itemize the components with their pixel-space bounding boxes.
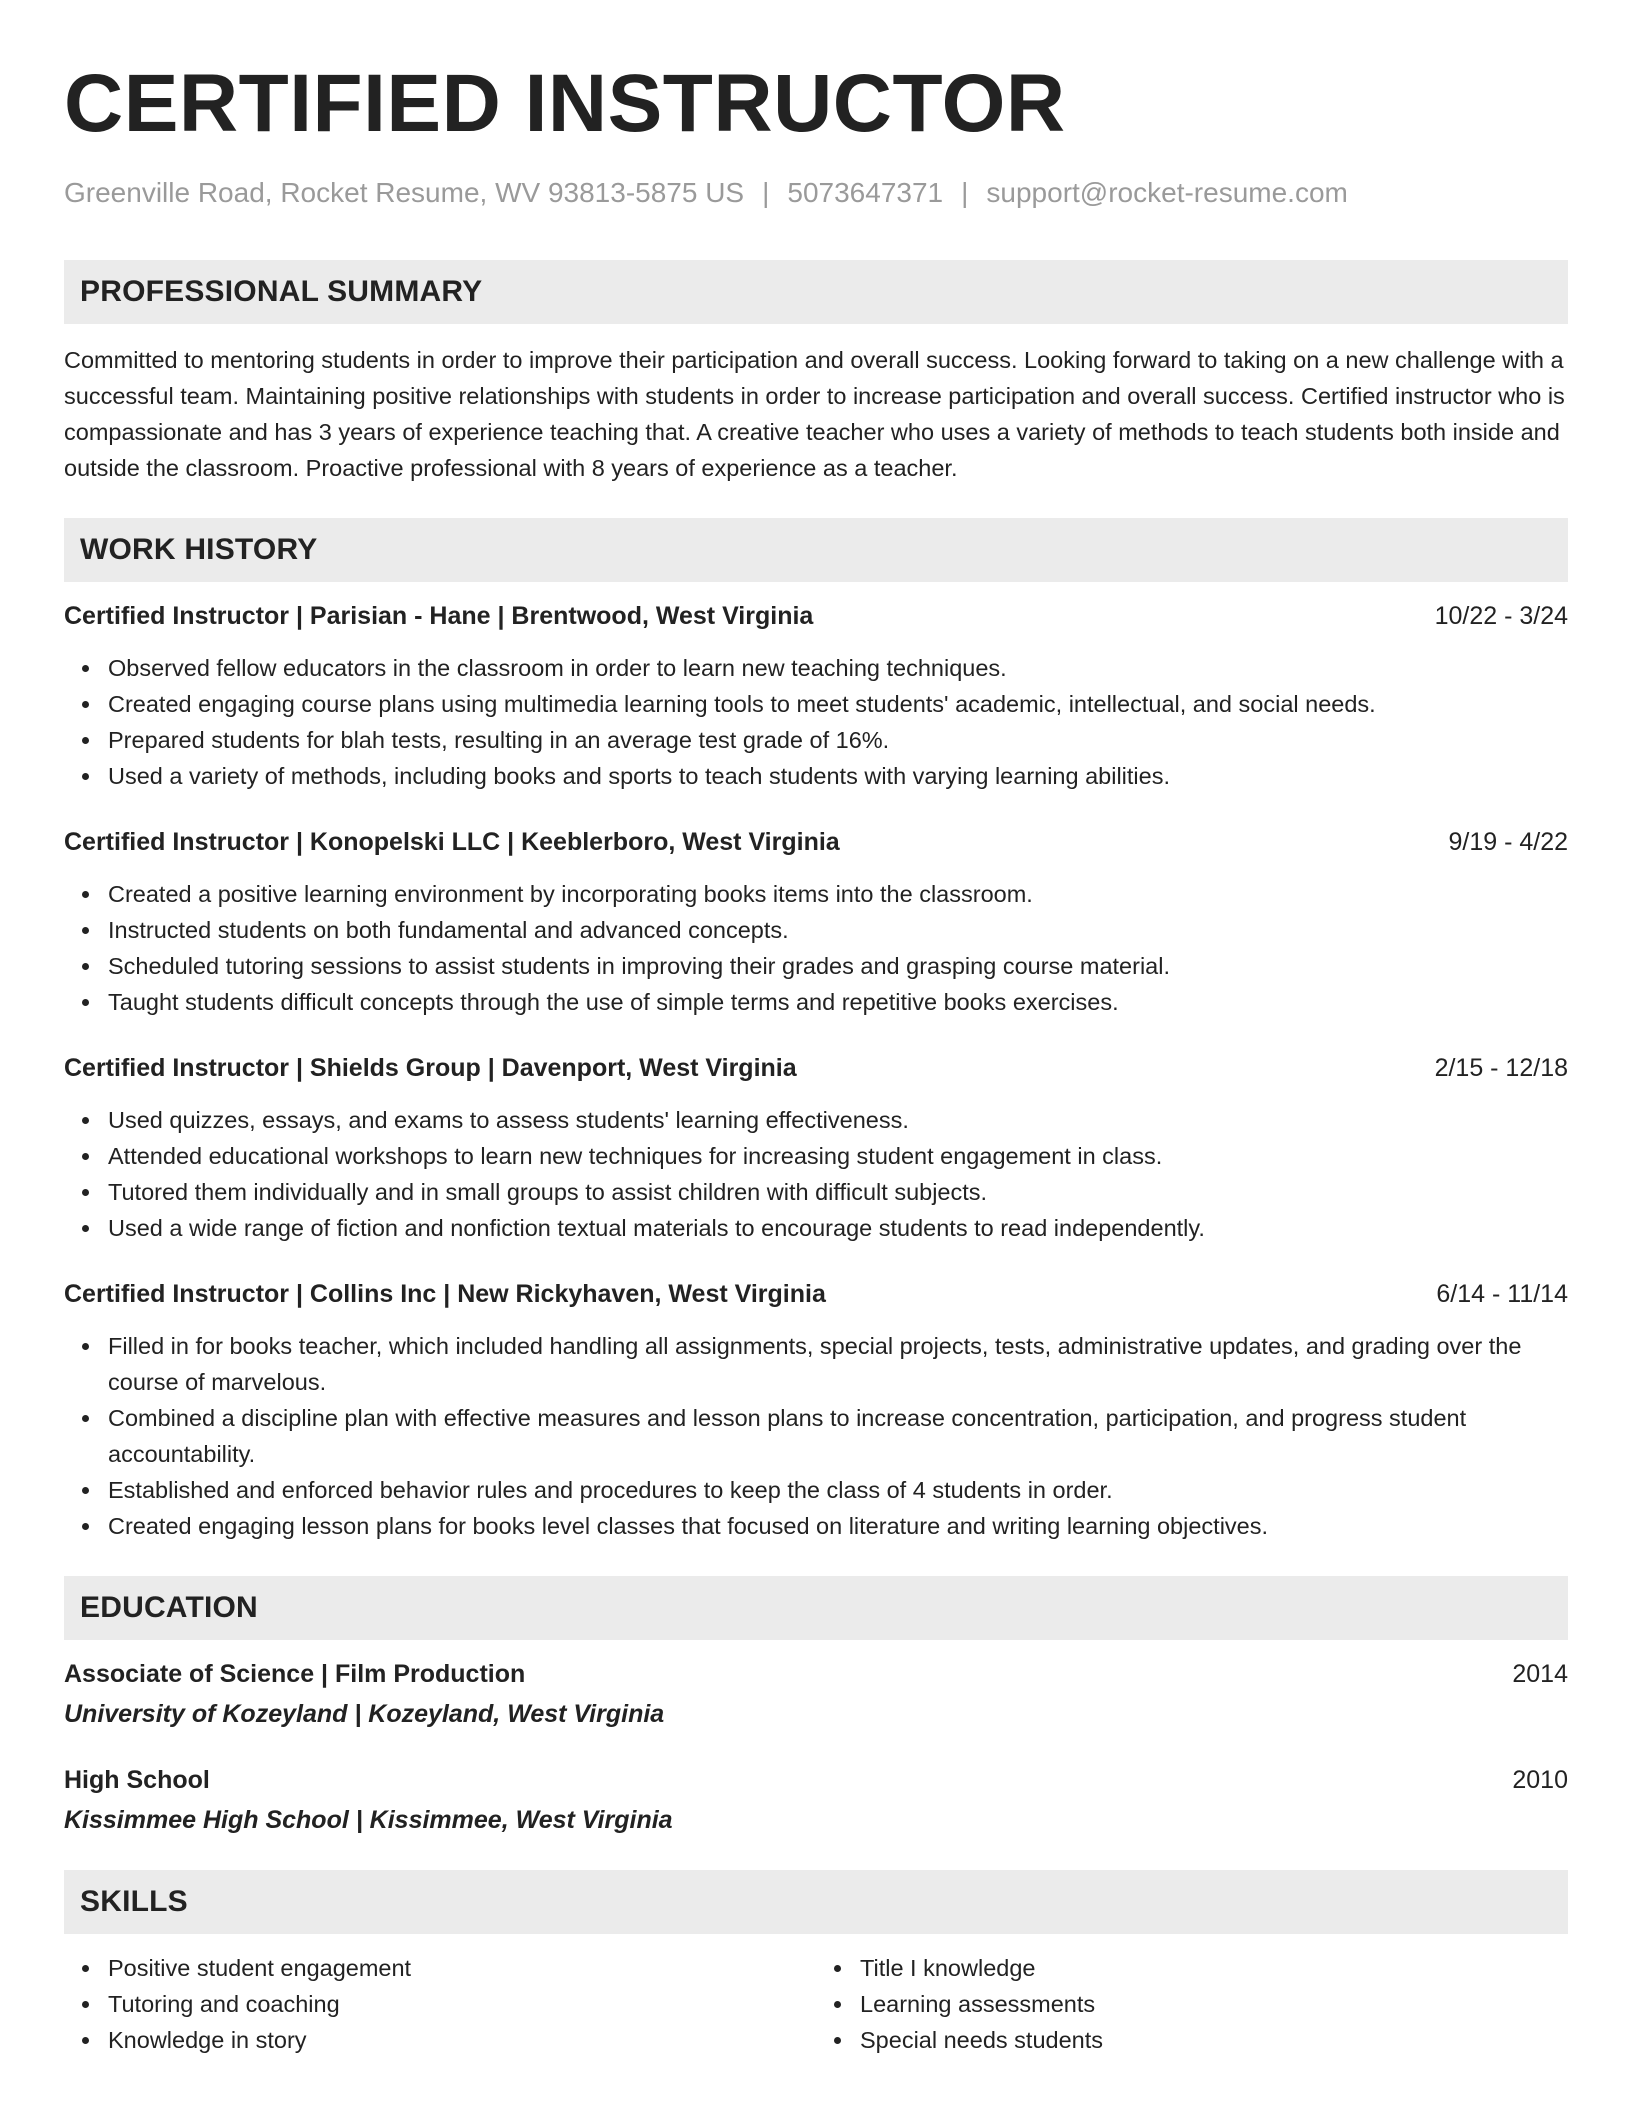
job-bullet: Scheduled tutoring sessions to assist students in improving their grades and grasping course material.: [108, 948, 1568, 984]
skill-item: Special needs students: [860, 2022, 1568, 2058]
contact-separator: |: [762, 177, 770, 208]
job-entry: [64, 1050, 1568, 1246]
job-entry: [64, 1276, 1568, 1544]
contact-address: Greenville Road, Rocket Resume, WV 93813-5875 US: [64, 177, 745, 208]
job-bullet: Used a wide range of fiction and nonfiction textual materials to encourage students to read independently.: [108, 1210, 1568, 1246]
education-year: 2014: [1512, 1660, 1568, 1688]
education-entry: [64, 1762, 1568, 1838]
job-dates: 2/15 - 12/18: [1434, 1054, 1568, 1082]
job-bullet: Prepared students for blah tests, resulting in an average test grade of 16%.: [108, 722, 1568, 758]
job-bullet: Created engaging lesson plans for books level classes that focused on literature and writing learning objectives.: [108, 1508, 1568, 1544]
skills-column-right: [816, 1950, 1568, 2058]
job-bullet: Tutored them individually and in small groups to assist children with difficult subjects.: [108, 1174, 1568, 1210]
education-entry: [64, 1656, 1568, 1732]
job-bullet: Attended educational workshops to learn new techniques for increasing student engagement in class.: [108, 1138, 1568, 1174]
job-bullets: [64, 1102, 1568, 1246]
job-bullet: Created engaging course plans using multimedia learning tools to meet students' academic, intellectual, and social needs.: [108, 686, 1568, 722]
skills-list: [64, 1950, 1568, 2058]
skills-column-left: [64, 1950, 816, 2058]
job-entry: [64, 598, 1568, 794]
job-bullet: Created a positive learning environment by incorporating books items into the classroom.: [108, 876, 1568, 912]
skill-item: Learning assessments: [860, 1986, 1568, 2022]
contact-separator: |: [961, 177, 969, 208]
job-title: Certified Instructor | Parisian - Hane | Brentwood, West Virginia: [64, 602, 814, 630]
education-year: 2010: [1512, 1766, 1568, 1794]
job-dates: 6/14 - 11/14: [1436, 1280, 1568, 1308]
job-entry: [64, 824, 1568, 1020]
summary-text: Committed to mentoring students in order to improve their participation and overall success. Looking forward to taking on a new challenge with a successful team. Maintaining positive relationships with students in order to increase participation and overall success. Certified instructor who is compassionate and has 3 years of experience teaching that. A creative teacher who uses a variety of methods to teach students both inside and outside the classroom. Proactive professional with 8 years of experience as a teacher.: [64, 347, 1565, 481]
job-bullet: Combined a discipline plan with effective measures and lesson plans to increase concentration, participation, and progress student accountability.: [108, 1400, 1568, 1472]
job-dates: 10/22 - 3/24: [1434, 602, 1568, 630]
job-bullet: Used quizzes, essays, and exams to assess students' learning effectiveness.: [108, 1102, 1568, 1138]
job-bullets: [64, 1328, 1568, 1544]
job-title: Certified Instructor | Collins Inc | New Rickyhaven, West Virginia: [64, 1280, 826, 1308]
education-degree: Associate of Science | Film Production: [64, 1660, 526, 1688]
education-degree: High School: [64, 1766, 210, 1794]
contact-email: support@rocket-resume.com: [986, 177, 1348, 208]
section-heading-skills: SKILLS: [64, 1870, 1568, 1934]
section-heading-summary: PROFESSIONAL SUMMARY: [64, 260, 1568, 324]
job-bullet: Observed fellow educators in the classroom in order to learn new teaching techniques.: [108, 650, 1568, 686]
skill-item: Tutoring and coaching: [108, 1986, 816, 2022]
candidate-name: CERTIFIED INSTRUCTOR: [64, 58, 1066, 149]
job-bullet: Filled in for books teacher, which included handling all assignments, special projects, tests, administrative updates, and grading over the course of marvelous.: [108, 1328, 1568, 1400]
job-bullet: Used a variety of methods, including books and sports to teach students with varying learning abilities.: [108, 758, 1568, 794]
skill-item: Positive student engagement: [108, 1950, 816, 1986]
job-bullet: Established and enforced behavior rules and procedures to keep the class of 4 students in order.: [108, 1472, 1568, 1508]
skill-item: Title I knowledge: [860, 1950, 1568, 1986]
education-school: Kissimmee High School | Kissimmee, West Virginia: [64, 1806, 673, 1834]
section-heading-work-history: WORK HISTORY: [64, 518, 1568, 582]
section-heading-education: EDUCATION: [64, 1576, 1568, 1640]
skill-item: Knowledge in story: [108, 2022, 816, 2058]
job-bullets: [64, 650, 1568, 794]
job-dates: 9/19 - 4/22: [1448, 828, 1568, 856]
education-school: University of Kozeyland | Kozeyland, West Virginia: [64, 1700, 665, 1728]
contact-phone: 5073647371: [787, 177, 944, 208]
job-title: Certified Instructor | Konopelski LLC | Keeblerboro, West Virginia: [64, 828, 840, 856]
job-bullet: Instructed students on both fundamental and advanced concepts.: [108, 912, 1568, 948]
job-bullets: [64, 876, 1568, 1020]
job-title: Certified Instructor | Shields Group | Davenport, West Virginia: [64, 1054, 797, 1082]
contact-line: [64, 176, 1568, 210]
job-bullet: Taught students difficult concepts through the use of simple terms and repetitive books exercises.: [108, 984, 1568, 1020]
